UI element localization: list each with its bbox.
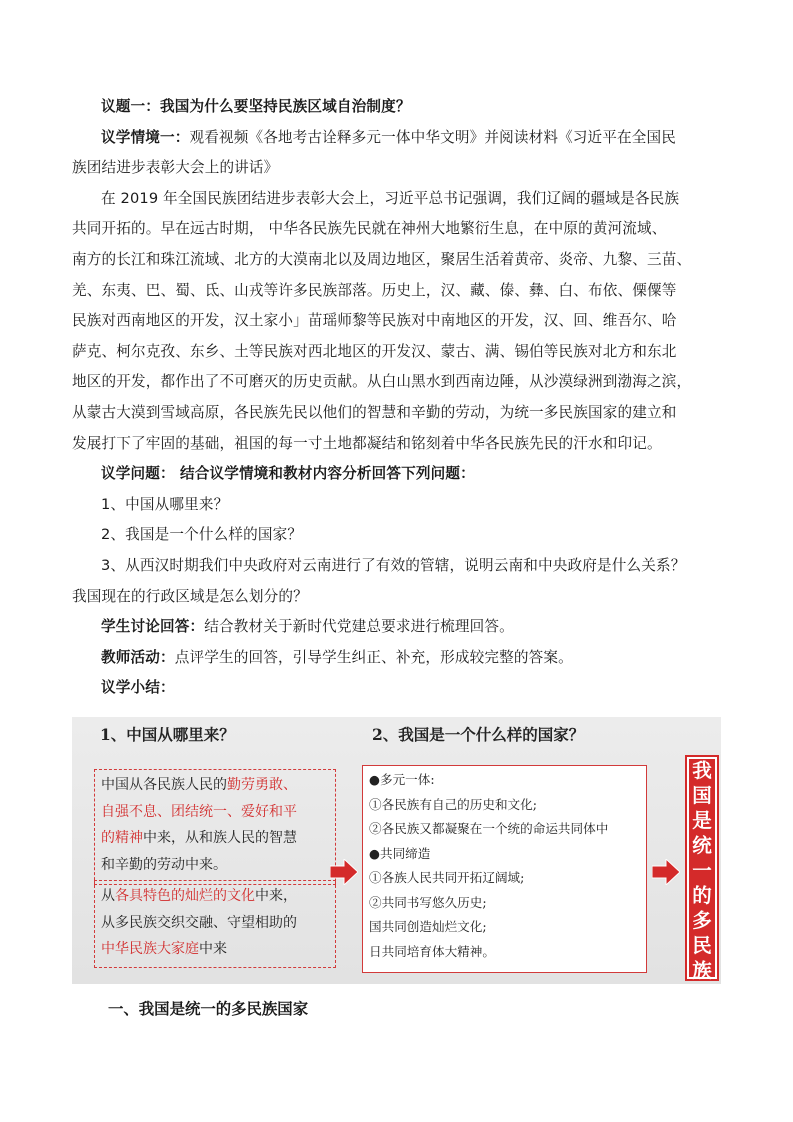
passage-line: 从蒙古大漠到雪域高原，各民族先民以他们的智慧和辛勤的劳动，为统一多民族国家的建立和: [72, 403, 677, 421]
passage-line: 在 2019 年全国民族团结进步表彰大会上，习近平总书记强调，我们辽阔的疆域是各民族: [101, 189, 680, 207]
scenario-text-1: 观看视频《各地考古诠释多元一体中华文明》并阅读材料《习近平在全国民: [189, 128, 677, 146]
passage-line: 发展打下了牢固的基础，祖国的每一寸土地都凝结和铭刻着中华各民族先民的汗水和印记。: [72, 434, 662, 452]
student-text: 结合教材关于新时代党建总要求进行梳理回答。: [204, 618, 514, 636]
arrow-right-icon: [652, 859, 680, 885]
topic-title: 议题一：我国为什么要坚持民族区域自治制度？: [101, 98, 411, 115]
origin-text: 中来: [199, 941, 227, 957]
country-nature-box: [362, 765, 647, 973]
passage-line: 民族对西南地区的开发，汉土家小」苗瑶师黎等民族对中南地区的开发，汉、回、维吾尔、哈: [72, 312, 677, 330]
origin-text: 中来，: [255, 888, 297, 904]
nature-item: ●共同缔造: [369, 845, 431, 861]
question-3-line-2: 我国现在的行政区域是怎么划分的？: [72, 587, 308, 605]
passage-line: 地区的开发，都作出了不可磨灭的历史贡献。从白山黑水到西南边陲，从沙漠绿洲到渤海之滨，: [72, 373, 692, 391]
scenario-line-2: 族团结进步表彰大会上的讲话》: [72, 159, 279, 177]
question-1: 1、中国从哪里来？: [101, 495, 229, 513]
passage-line: 萨克、柯尔克孜、东乡、土等民族对西北地区的开发汉、蒙古、满、锡伯等民族对北方和东北: [72, 342, 677, 360]
origin-highlight: 中华民族大家庭: [101, 941, 199, 957]
conclusion-banner: [685, 755, 719, 1032]
question-3-line-1: 3、从西汉时期我们中央政府对云南进行了有效的管辖，说明云南和中央政府是什么关系？: [101, 556, 686, 574]
nature-item: ①各族人民共同开拓辽阔域;: [369, 870, 525, 885]
questions-heading: [72, 459, 722, 490]
summary-heading-1: 1、中国从哪里来？: [100, 725, 235, 744]
student-label: 学生讨论回答：: [101, 618, 205, 636]
origin-text: 从: [101, 888, 115, 904]
origin-highlight: 勤劳勇敢、: [227, 777, 297, 793]
origin-highlight: 自强不息、团结统一、爱好和平: [101, 803, 297, 820]
origin-text: 中来，从和族人民的智慧: [143, 830, 297, 846]
origin-text: 和辛勤的劳动中来。: [101, 856, 227, 873]
conclusion-text: 我 国 是 统 一 的 多 民 族 国 家: [692, 759, 712, 1032]
question-2: 2、我国是一个什么样的国家？: [101, 526, 303, 544]
section-title: 一、我国是统一的多民族国家: [108, 1000, 309, 1018]
origin-text: 从多民族交织交融、守望相助的: [101, 914, 297, 931]
questions-label: 议学问题：: [101, 465, 175, 483]
nature-item: 日共同培育体大精神。: [369, 943, 495, 959]
document-body: [72, 92, 722, 704]
origin-text: 中国从各民族人民的: [101, 777, 227, 793]
teacher-text: 点评学生的回答，引导学生纠正、补充，形成较完整的答案。: [174, 648, 573, 666]
passage-line: 南方的长江和珠江流域、北方的大漠南北以及周边地区，聚居生活着黄帝、炎帝、九黎、三苗、: [72, 250, 692, 268]
nature-item: 国共同创造灿烂文化;: [369, 919, 487, 934]
scenario-line-1: [72, 123, 722, 154]
passage-line: 羌、东夷、巴、蜀、氐、山戎等许多民族部落。历史上，汉、藏、傣、彝、白、布依、傈僳等: [72, 281, 677, 299]
student-activity: [72, 612, 722, 643]
summary-label: 议学小结：: [101, 679, 175, 697]
questions-intro: 结合议学情境和教材内容分析回答下列问题：: [174, 465, 475, 483]
origin-culture-box: [94, 880, 336, 968]
arrow-right-icon: [330, 859, 358, 885]
origin-highlight: 各具特色的灿烂的文化: [115, 888, 255, 904]
summary-heading-2: 2、我国是一个什么样的国家？: [372, 725, 585, 744]
scenario-label: 议学情境一：: [101, 128, 190, 146]
teacher-activity: [72, 643, 722, 674]
origin-spirit-box: [94, 769, 336, 885]
teacher-label: 教师活动：: [101, 648, 175, 666]
nature-item: ①各民族有自己的历史和文化;: [369, 796, 537, 812]
nature-item: ②共同书写悠久历史;: [369, 894, 487, 910]
nature-item: ●多元一体:: [369, 772, 435, 787]
nature-item: ②各民族又都凝聚在一个统的命运共同体中: [369, 821, 609, 836]
passage-line: 共同开拓的。早在远古时期， 中华各民族先民就在神州大地繁衍生息，在中原的黄河流域、: [72, 220, 667, 238]
origin-highlight: 的精神: [101, 830, 143, 846]
